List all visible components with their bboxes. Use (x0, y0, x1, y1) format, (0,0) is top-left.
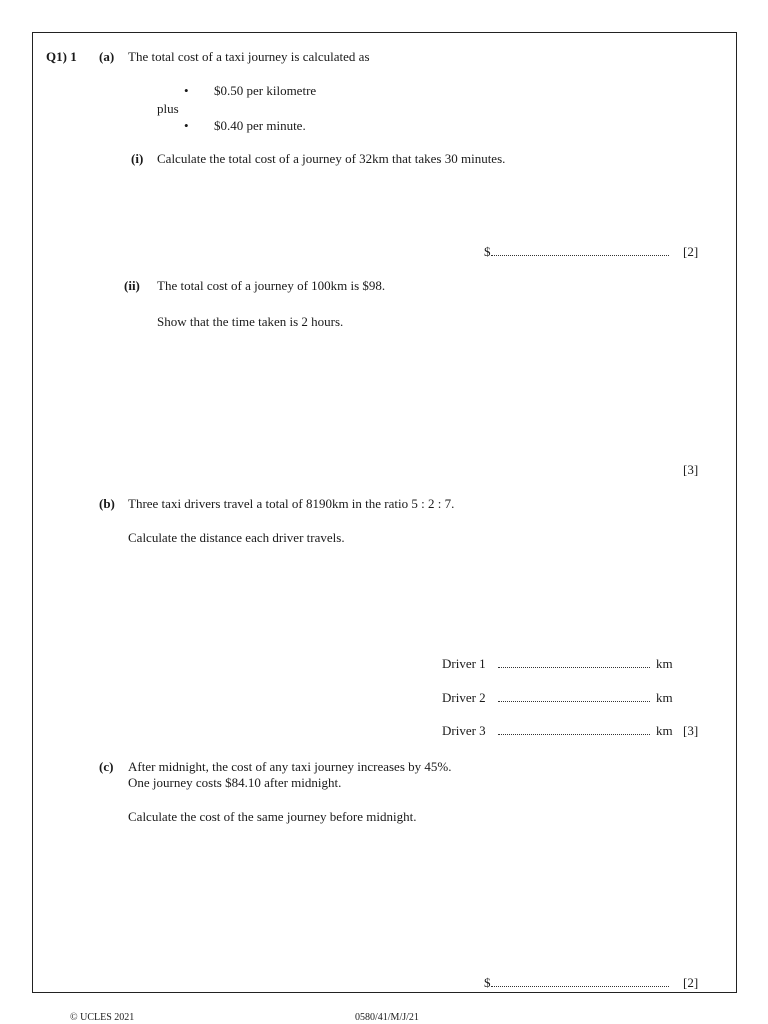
dollar-sign: $ (484, 975, 491, 990)
driver-2-answer[interactable] (498, 690, 650, 706)
sub-ii-text-2: Show that the time taken is 2 hours. (157, 314, 344, 329)
answer-dots[interactable] (491, 245, 669, 256)
driver-3-label: Driver 3 (442, 723, 486, 738)
part-b-label: (b) (99, 496, 115, 511)
sub-ii-text-1: The total cost of a journey of 100km is $98. (157, 278, 386, 293)
driver-2-label: Driver 2 (442, 690, 486, 705)
answer-dots[interactable] (491, 976, 669, 987)
driver-1-unit: km (656, 656, 673, 671)
part-c-text-3: Calculate the cost of the same journey before midnight. (128, 809, 417, 824)
part-a-label: (a) (99, 49, 115, 64)
driver-1-label: Driver 1 (442, 656, 486, 671)
part-b-text-1: Three taxi drivers travel a total of 8190km in the ratio 5 : 2 : 7. (128, 496, 455, 511)
driver-3-unit: km (656, 723, 673, 738)
driver-1-answer[interactable] (498, 656, 650, 672)
sub-i-label: (i) (131, 151, 144, 166)
part-b-text-2: Calculate the distance each driver travels. (128, 530, 345, 545)
question-number: Q1) 1 (46, 49, 77, 64)
bullet-icon: • (184, 118, 189, 133)
paper-code: 0580/41/M/J/21 (355, 1012, 419, 1023)
answer-dots[interactable] (498, 724, 650, 735)
marks-c: [2] (683, 975, 699, 990)
answer-line-c (484, 975, 669, 991)
answer-line-a-i (484, 244, 669, 260)
plus-text: plus (157, 101, 179, 116)
bullet-2-text: $0.40 per minute. (214, 118, 306, 133)
marks-a-ii: [3] (683, 462, 699, 477)
question-frame (32, 32, 737, 993)
marks-b: [3] (683, 723, 699, 738)
marks-a-i: [2] (683, 244, 699, 259)
sub-i-text: Calculate the total cost of a journey of 32km that takes 30 minutes. (157, 151, 506, 166)
answer-dots[interactable] (498, 691, 650, 702)
part-c-label: (c) (99, 759, 114, 774)
part-c-text-1: After midnight, the cost of any taxi journey increases by 45%. (128, 759, 452, 774)
bullet-1-text: $0.50 per kilometre (214, 83, 317, 98)
part-a-intro: The total cost of a taxi journey is calculated as (128, 49, 370, 64)
copyright: © UCLES 2021 (70, 1012, 135, 1023)
bullet-icon: • (184, 83, 189, 98)
part-c-text-2: One journey costs $84.10 after midnight. (128, 775, 342, 790)
sub-ii-label: (ii) (124, 278, 140, 293)
driver-2-unit: km (656, 690, 673, 705)
driver-3-answer[interactable] (498, 723, 650, 739)
dollar-sign: $ (484, 244, 491, 259)
answer-dots[interactable] (498, 657, 650, 668)
